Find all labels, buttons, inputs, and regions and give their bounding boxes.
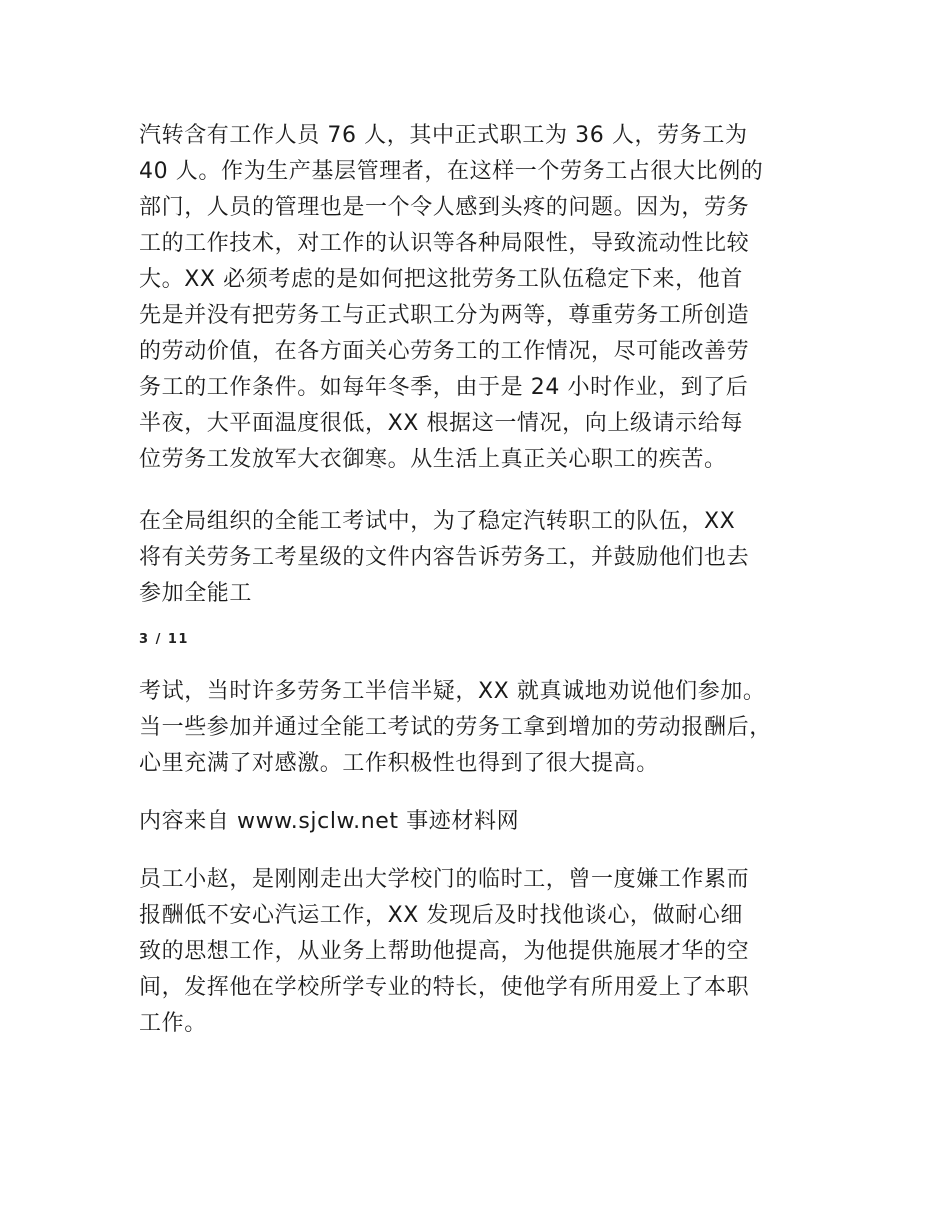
text-line: 考试，当时许多劳务工半信半疑，XX 就真诚地劝说他们参加。 — [139, 679, 766, 704]
text-line: 内容来自 www.sjclw.net 事迹材料网 — [139, 809, 520, 834]
text-line: 汽转含有工作人员 76 人，其中正式职工为 36 人，劳务工为 — [139, 123, 748, 148]
text-line: 工的工作技术，对工作的认识等各种局限性，导致流动性比较 — [139, 231, 750, 256]
text-line: 在全局组织的全能工考试中，为了稳定汽转职工的队伍，XX — [139, 509, 736, 534]
text-line: 致的思想工作，从业务上帮助他提高，为他提供施展才华的空 — [139, 939, 750, 964]
text-line: 间，发挥他在学校所学专业的特长，使他学有所用爱上了本职 — [139, 975, 750, 1000]
paragraph-exam-continued — [139, 674, 829, 782]
paragraph-exam — [139, 504, 829, 612]
text-line: 务工的工作条件。如每年冬季，由于是 24 小时作业，到了后 — [139, 375, 749, 400]
text-line: 先是并没有把劳务工与正式职工分为两等，尊重劳务工所创造 — [139, 303, 750, 328]
text-line: 报酬低不安心汽运工作，XX 发现后及时找他谈心，做耐心细 — [139, 903, 743, 928]
paragraph-employee-zhao — [139, 862, 829, 1042]
page-number: 3 / 11 — [139, 632, 189, 647]
text-line: 员工小赵，是刚刚走出大学校门的临时工，曾一度嫌工作累而 — [139, 867, 750, 892]
paragraph-source-note — [139, 804, 829, 840]
text-line: 部门，人员的管理也是一个令人感到头疼的问题。因为，劳务 — [139, 195, 750, 220]
text-line: 的劳动价值，在各方面关心劳务工的工作情况，尽可能改善劳 — [139, 339, 750, 364]
text-line: 位劳务工发放军大衣御寒。从生活上真正关心职工的疾苦。 — [139, 447, 727, 472]
paragraph-migrant-workers — [139, 118, 829, 478]
text-line: 工作。 — [139, 1011, 207, 1036]
text-line: 半夜，大平面温度很低，XX 根据这一情况，向上级请示给每 — [139, 411, 743, 436]
text-line: 大。XX 必须考虑的是如何把这批劳务工队伍稳定下来，他首 — [139, 267, 743, 292]
text-line: 参加全能工 — [139, 581, 253, 606]
text-line: 40 人。作为生产基层管理者，在这样一个劳务工占很大比例的 — [139, 159, 764, 184]
text-line: 心里充满了对感激。工作积极性也得到了很大提高。 — [139, 751, 659, 776]
text-line: 当一些参加并通过全能工考试的劳务工拿到增加的劳动报酬后， — [139, 715, 772, 740]
text-line: 将有关劳务工考星级的文件内容告诉劳务工，并鼓励他们也去 — [139, 545, 750, 570]
